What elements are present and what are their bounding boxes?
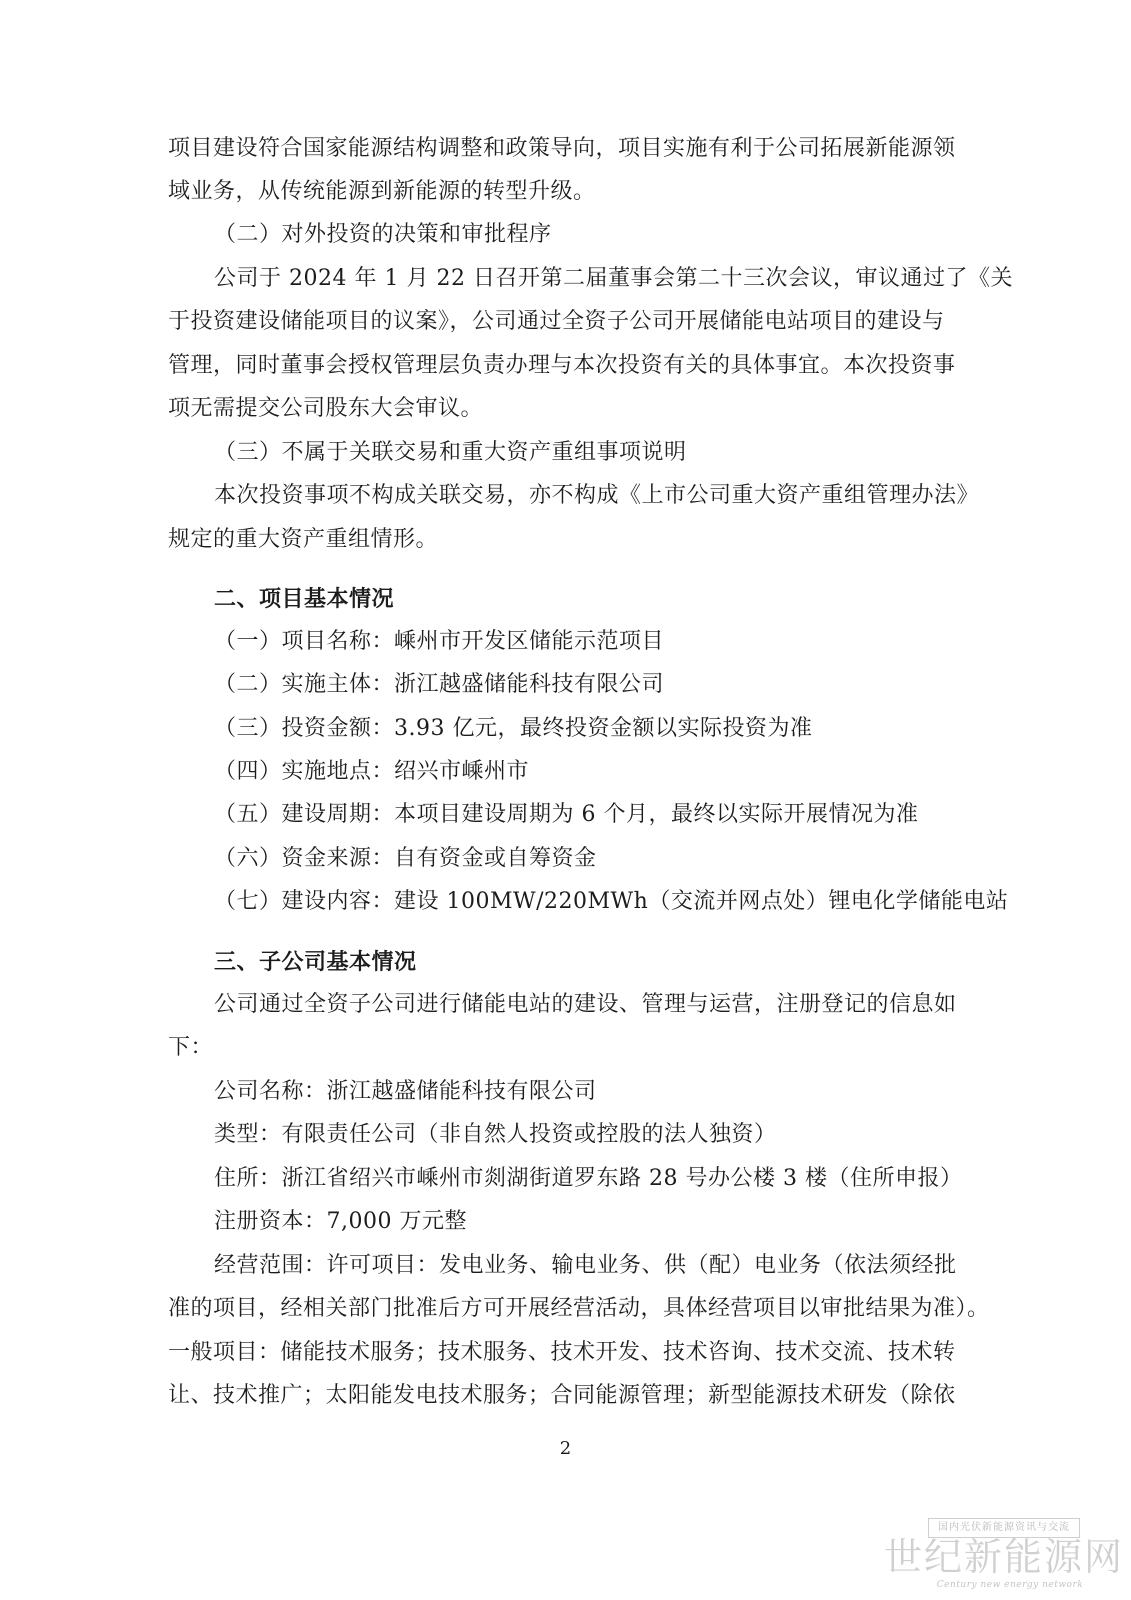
paragraph-line: 管理，同时董事会授权管理层负责办理与本次投资有关的具体事宜。本次投资事: [168, 353, 956, 378]
paragraph-line: 域业务，从传统能源到新能源的转型升级。: [168, 179, 596, 204]
paragraph-line: 于投资建设储能项目的议案》，公司通过全资子公司开展储能电站项目的建设与: [168, 309, 945, 334]
subsection-heading: （二）对外投资的决策和审批程序: [214, 222, 552, 247]
paragraph-line: 项无需提交公司股东大会审议。: [168, 396, 484, 421]
subsection-heading: （三）不属于关联交易和重大资产重组事项说明: [214, 440, 687, 465]
paragraph-line: 下：: [168, 1035, 214, 1060]
project-item: （六）资金来源：自有资金或自筹资金: [214, 846, 597, 871]
watermark-english: Century new energy network: [936, 1580, 1084, 1590]
paragraph-line: 项目建设符合国家能源结构调整和政策导向，项目实施有利于公司拓展新能源领: [168, 136, 956, 161]
project-item: （三）投资金额：3.93 亿元，最终投资金额以实际投资为准: [214, 716, 813, 741]
watermark-tagline: 国内光伏新能源资讯与交流: [928, 1518, 1080, 1538]
page-number: 2: [559, 1438, 572, 1459]
company-field: 类型：有限责任公司（非自然人投资或控股的法人独资）: [214, 1122, 777, 1147]
company-field: 注册资本：7,000 万元整: [214, 1209, 467, 1234]
paragraph-line: 本次投资事项不构成关联交易，亦不构成《上市公司重大资产重组管理办法》: [214, 483, 980, 508]
section-heading: 二、项目基本情况: [214, 586, 395, 612]
paragraph-line: 准的项目，经相关部门批准后方可开展经营活动，具体经营项目以审批结果为准）。: [168, 1296, 990, 1321]
watermark-logo: 世纪新能源网: [884, 1535, 1125, 1579]
paragraph-line: 让、技术推广；太阳能发电技术服务；合同能源管理；新型能源技术研发（除依: [168, 1383, 956, 1408]
paragraph-line: 公司于 2024 年 1 月 22 日召开第二届董事会第二十三次会议，审议通过了《关: [214, 266, 1013, 291]
paragraph-line: 经营范围：许可项目：发电业务、输电业务、供（配）电业务（依法须经批: [214, 1253, 957, 1278]
section-heading: 三、子公司基本情况: [214, 949, 417, 975]
company-field: 公司名称：浙江越盛储能科技有限公司: [214, 1079, 597, 1104]
paragraph-line: 规定的重大资产重组情形。: [168, 527, 439, 552]
paragraph-line: 公司通过全资子公司进行储能电站的建设、管理与运营，注册登记的信息如: [214, 992, 957, 1017]
project-item: （四）实施地点：绍兴市嵊州市: [214, 759, 530, 784]
project-item: （二）实施主体：浙江越盛储能科技有限公司: [214, 672, 665, 697]
company-field: 住所：浙江省绍兴市嵊州市剡湖街道罗东路 28 号办公楼 3 楼（住所申报）: [214, 1166, 963, 1191]
project-item: （七）建设内容：建设 100MW/220MWh（交流并网点处）锂电化学储能电站: [214, 889, 1009, 914]
project-item: （一）项目名称：嵊州市开发区储能示范项目: [214, 629, 665, 654]
paragraph-line: 一般项目：储能技术服务；技术服务、技术开发、技术咨询、技术交流、技术转: [168, 1340, 956, 1365]
project-item: （五）建设周期：本项目建设周期为 6 个月，最终以实际开展情况为准: [214, 802, 919, 827]
